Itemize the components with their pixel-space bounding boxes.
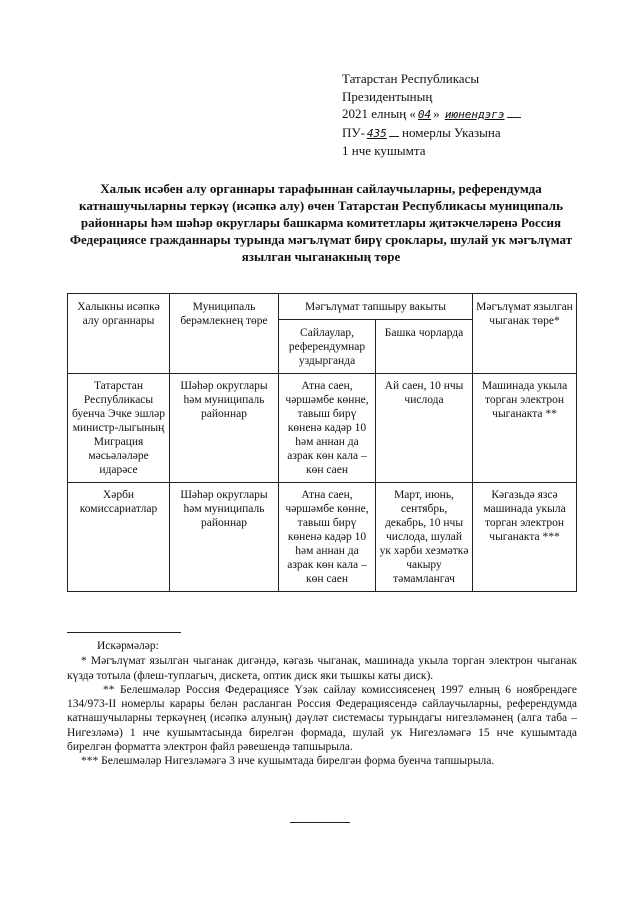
cell-unit: Шәһәр округлары һәм муниципаль районнар	[170, 374, 279, 483]
header-medium-type: Мәгълүмат язылган чыганак төре*	[473, 294, 577, 374]
document-title: Халык исәбен алу органнары тарафыннан сайлаучыларны, референдумда катнашучыларны теркәү (исәпкә алу) өчен Татарстан Республикасы муниципаль районнары һәм шәһәр округлары башкарма комитетлары җитәкчеләренә Россия Федерациясе гражданнары турында мәгълүмат бирү сроклары, шулай ук мәгълүмат язылган чыганакның төре	[69, 181, 573, 264]
header-number-underline	[389, 124, 399, 137]
header-decree-number	[342, 124, 521, 143]
decree-reference-header	[342, 70, 521, 160]
data-table	[67, 293, 577, 592]
header-appendix: 1 нче кушымта	[342, 143, 426, 158]
footnote-3: *** Белешмәләр Нигезләмәгә 3 нче кушымтада бирелгән форма буенча тапшырыла.	[81, 755, 495, 768]
table-header-row	[68, 294, 577, 320]
header-date-underline	[507, 105, 521, 118]
footnotes-heading: Искәрмәләр:	[97, 640, 159, 652]
header-month: июнендэгэ	[444, 108, 505, 121]
header-day-suffix: »	[433, 106, 440, 121]
header-day: 04	[417, 108, 432, 121]
footnote-2: ** Белешмәләр Россия Федерациясе Үзәк сайлау комиссиясенең 1997 елның 6 ноябрендәге 134/973-II номерлы карары белән расланган Россия Федерациясендә сайлаучыларны, референдумда катнашучыларны теркәүнең (исәпкә алуның) дәүләт системасы турындагы нигезләмәнең (алга таба – Нигезләмә) 1 нче кушымтасында бирелгән формада, шулай ук Нигезләмәгә 15 нче кушымтада бирелгән форматта электрон файл рәвешендә тапшырыла.	[67, 683, 577, 754]
header-municipal-unit: Муниципаль берәмлекнең төре	[170, 294, 279, 374]
cell-other: Март, июнь, сентябрь, декабрь, 10 нчы числода, шулай ук хәрби хезмәткә чакыру тәмамлангач	[376, 483, 473, 592]
footnote-1: * Мәгълүмат язылган чыганак дигәндә, кәгазь чыганак, машинада укыла торган электрон чыганак күздә тотыла (флеш-туплагыч, дискета, оптик диск яки тышкы каты диск).	[67, 655, 577, 682]
header-registration-organs: Халыкны исәпкә алу органнары	[68, 294, 170, 374]
table-row	[68, 483, 577, 592]
header-submission-time: Мәгълүмат тапшыру вакыты	[279, 294, 473, 320]
cell-organ: Хәрби комиссариатлар	[68, 483, 170, 592]
header-republic: Татарстан Республикасы	[342, 71, 480, 86]
cell-elections: Атна саен, чәршәмбе көнне, тавыш бирү көненә кадәр 10 һәм аннан да азрак көн кала – көн саен	[279, 374, 376, 483]
header-decree-prefix: ПУ-	[342, 124, 365, 140]
cell-elections: Атна саен, чәршәмбе көнне, тавыш бирү көненә кадәр 10 һәм аннан да азрак көн кала – көн саен	[279, 483, 376, 592]
header-during-elections: Сайлаулар, референдумнар уздырганда	[279, 320, 376, 374]
cell-other: Ай саен, 10 нчы числода	[376, 374, 473, 483]
cell-medium: Кәгазьдә язсә машинада укыла торган электрон чыганакта ***	[473, 483, 577, 592]
header-decree-suffix: номерлы Указына	[402, 124, 501, 140]
table-row	[68, 374, 577, 483]
end-divider	[290, 822, 350, 823]
header-president: Президентының	[342, 88, 433, 104]
cell-organ: Татарстан Республикасы буенча Эчке эшләр министр-лыгының Миграция мәсьәләләре идарәсе	[68, 374, 170, 483]
header-other-periods: Башка чорларда	[376, 320, 473, 374]
footnote-divider	[67, 632, 181, 633]
cell-unit: Шәһәр округлары һәм муниципаль районнар	[170, 483, 279, 592]
header-year: 2021 елның «	[342, 106, 416, 121]
header-decree-value: 435	[366, 126, 387, 140]
cell-medium: Машинада укыла торган электрон чыганакта **	[473, 374, 577, 483]
footnotes	[67, 632, 577, 769]
header-date	[342, 105, 521, 124]
